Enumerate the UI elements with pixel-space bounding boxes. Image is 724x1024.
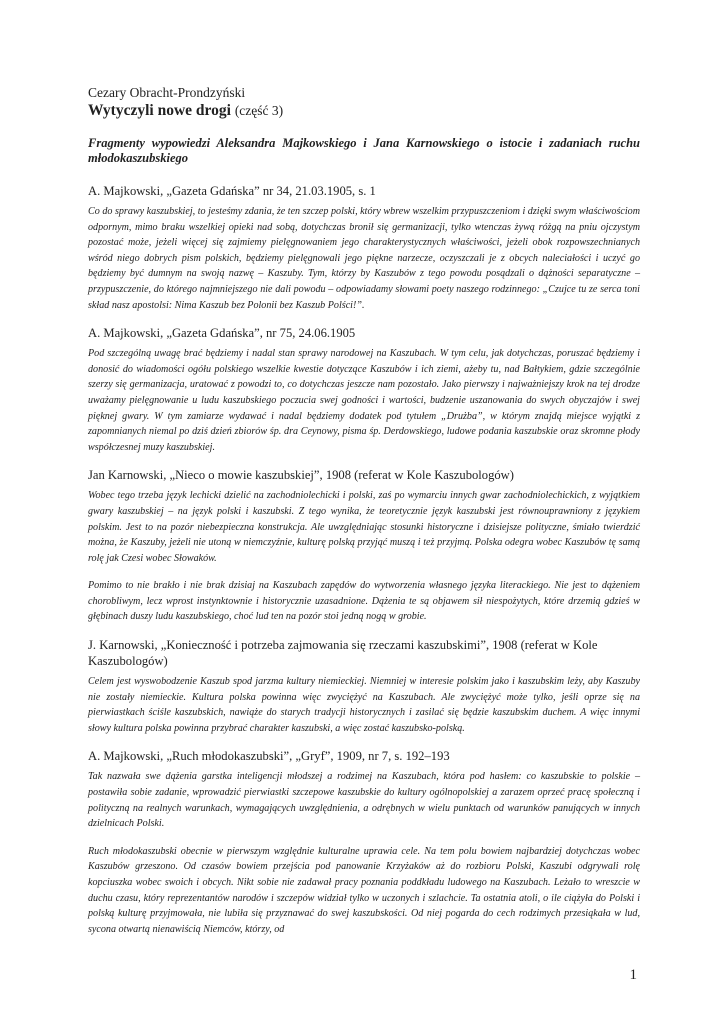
- section-paragraph: Tak nazwała swe dążenia garstka inteligencji młodszej a rodzimej na Kaszubach, która pod hasłem: co kaszubskie to polskie – postawiła sobie zadanie, wprowadzić pierwiastki szczepowe kaszubskie do kultury ogólnopolskiej a zarazem oprzeć pracę społeczną i polityczną na realnych warunkach, wymagających uwzględnienia, a odrębnych w wielu punktach od warunków panujących w innych dzielnicach Polski.: [88, 771, 640, 830]
- section-heading: A. Majkowski, „Gazeta Gdańska”, nr 75, 24.06.1905: [88, 326, 356, 341]
- section-1: [88, 183, 640, 313]
- document-title: [88, 101, 640, 120]
- section-paragraph: Co do sprawy kaszubskiej, to jesteśmy zdania, że ten szczep polski, który wbrew wszelkim przypuszczeniom i dzięki swym właściwościom odpornym, mimo braku wszelkiej opieki nad sobą, dotychczas bronił się germanizacji, tylko wtenczas żywą różgą na pniu ojczystym pozostać może, jeżeli więcej się zajmiemy pielęgnowaniem jego charakterystycznych właściwości, jeżeli obok rozpowszechnianych wśród niego dobrych pism polskich, będziemy pielęgnowali jego piękne narzecze, oczyszczali je z obcych naleciałości i uczyć go będziemy być dumnym na swoją nazwę – Kaszuby. Tym, którzy by Kaszubów z tego powodu posądzali o dążności separatyczne – przypuszczenie, do którego najmniejszego nie dali powodu – odpowiadamy słowami poety naszego rodzinnego: „Czujce tu ze serca toni skład nasz apostolsi: Nima Kaszub bez Polonii bez Kaszub Polści!”.: [88, 206, 640, 311]
- author-name: Cezary Obracht-Prondzyński: [88, 85, 246, 100]
- section-paragraph: Ruch młodokaszubski obecnie w pierwszym względnie kulturalne uprawia cele. Na tem polu bowiem najbardziej dotychczas wobec Kaszubów grzeszono. Od czasów bowiem przejścia pod panowanie Krzyżaków aż do rozbioru Polski, Kaszubi odgrywali rolę kopciuszka wobec swoich i obcych. Nikt sobie nie zadawał pracy poznania poddkładu ludowego na Kaszubach. Leżało to wreszcie w duchu czasu, który reprezentantów narodów i szczepów widział tylko w uczonych i szlachcie. Ta ostatnia atoli, o ile ciążyła do Polski i polską kulturę przyjmowała, nie lubiła się przyznawać do swej kaszubskości. Od niej pogarda do cech rodzimych przesiąkała w lud, sycona otwartą nienawiścią Niemców, którzy, od: [88, 845, 640, 935]
- section-paragraph: Celem jest wyswobodzenie Kaszub spod jarzma kultury niemieckiej. Niemniej w interesie polskim jako i kaszubskim leży, aby Kaszuby nie zostały niemieckie. Kultura polska powinna więc zwyciężyć na Kaszubach. Ale zwyciężyć może tylko, jeśli oprze się na pierwiastkach ściśle kaszubskich, nawiąże do starych tradycji historycznych i zasilać się będzie kaszubskim duchem. A więc innymi słowy kultura polska powinna przybrać charakter kaszubski, a więc zostać kaszubsko-polską.: [88, 676, 640, 734]
- section-heading: Jan Karnowski, „Nieco o mowie kaszubskiej”, 1908 (referat w Kole Kaszubologów): [88, 468, 514, 483]
- title-text: Wytyczyli nowe drogi: [88, 102, 231, 119]
- section-5: [88, 748, 640, 937]
- section-2: [88, 325, 640, 455]
- section-heading: J. Karnowski, „Konieczność i potrzeba zajmowania się rzeczami kaszubskimi”, 1908 (referat w Kole Kaszubologów): [88, 638, 598, 669]
- title-part: (część 3): [234, 103, 284, 118]
- section-heading: A. Majkowski, „Gazeta Gdańska” nr 34, 21.03.1905, s. 1: [88, 184, 376, 198]
- document-subtitle: Fragmenty wypowiedzi Aleksandra Majkowskiego i Jana Karnowskiego o istocie i zadaniach ruchu młodokaszubskiego: [88, 136, 640, 165]
- section-paragraph: Wobec tego trzeba język lechicki dzielić na zachodniolechicki i polski, zaś po wymarciu innych gwar zachodniolechickich, z wyjątkiem gwary kaszubskiej – na język polski i kaszubski. Z tego wynika, że teoretycznie język kaszubski jest równouprawniony z językiem polskim. Jest to na pozór niebezpieczna konstrukcja. Ale uwzględniając stosunki historyczne i dzisiejsze polityczne, śmiało twierdzić można, że Kaszuby, jeżeli nie utoną w niemczyźnie, kulturę polską przyjąć muszą i też przyjmą. Polska odegra wobec Kaszubów tę samą rolę jak Czesi wobec Słowaków.: [88, 490, 640, 564]
- section-3: [88, 467, 640, 625]
- section-paragraph: Pod szczególną uwagę brać będziemy i nadal stan sprawy narodowej na Kaszubach. W tym celu, jak dotychczas, poruszać będziemy i donosić do wiadomości ogółu polskiego wszelkie kwestie dotyczące Kaszubów i ich ziemi, ażeby tu, nad Bałtykiem, gdzie szczególnie szerzy się germanizacja, uratować z powodzi to, co dotychczas jeszcze nam pozostało. Jako pierwszy i najważniejszy krok na tej drodze uważamy pielęgnowanie u ludu kaszubskiego poczucia swej godności i wartości, budzenie uszanowania do swych obyczajów i swej pięknej gwary. W tym zamiarze wydawać i nadal będziemy dodatek pod tytułem „Drużba”, w którym znajdą miejsce wyjątki z zapomnianych niemal po dziś dzień zbiorów śp. dra Ceynowy, pisma śp. Derdowskiego, ludowe podania kaszubskie oraz skromne płody współczesnej muzy kaszubskiej.: [88, 348, 640, 453]
- page-number: 1: [629, 967, 637, 983]
- section-paragraph: Pomimo to nie brakło i nie brak dzisiaj na Kaszubach zapędów do wytworzenia własnego języka literackiego. Nie jest to dążeniem chorobliwym, lecz wprost instynktownie i historycznie uzasadnione. Dążenia te są objawem sił niespożytych, które drzemią gdzieś w głębinach duszy ludu kaszubskiego, choć lud ten na pozór stoi jedną nogą w grobie.: [88, 580, 640, 623]
- section-4: [88, 637, 640, 736]
- section-heading: A. Majkowski, „Ruch młodokaszubski”, „Gryf”, 1909, nr 7, s. 192–193: [88, 749, 450, 764]
- document-page: [88, 85, 640, 949]
